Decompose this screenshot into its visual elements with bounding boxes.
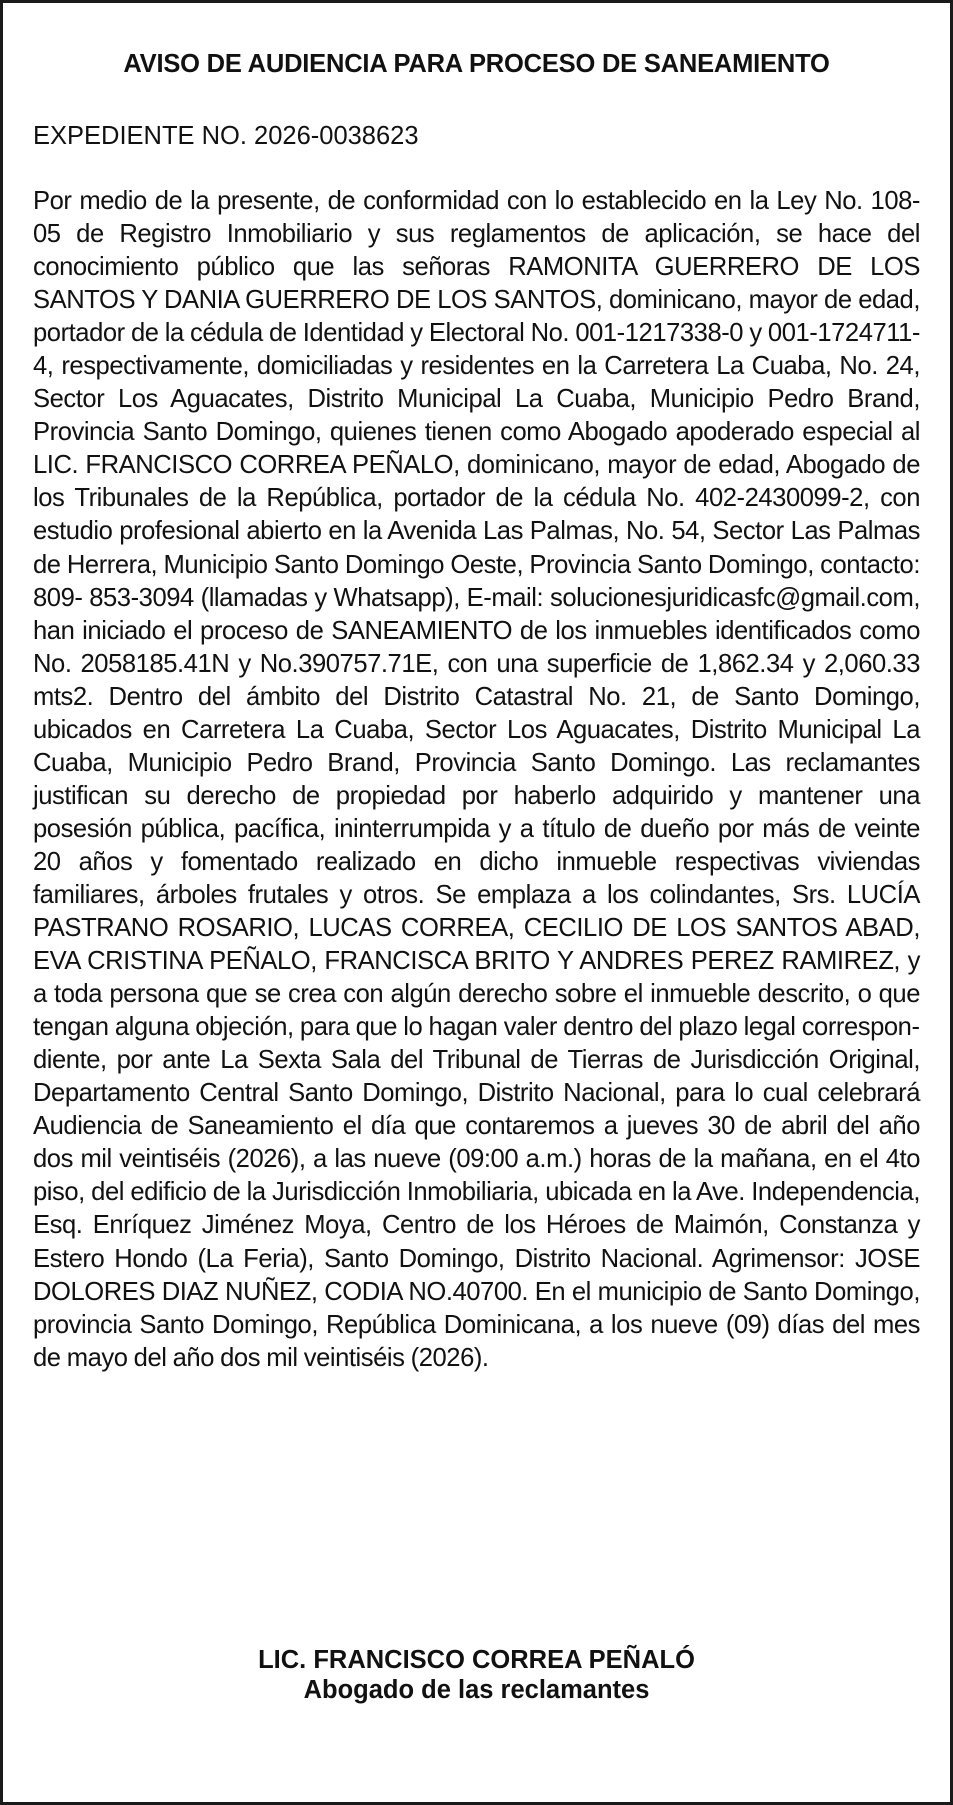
signature-name: LIC. FRANCISCO CORREA PEÑALÓ bbox=[258, 1646, 695, 1674]
signature-block bbox=[33, 1645, 920, 1705]
notice-title: AVISO DE AUDIENCIA PARA PROCESO DE SANEAMIENTO bbox=[123, 50, 830, 78]
signature-role: Abogado de las reclamantes bbox=[303, 1676, 650, 1704]
notice-body: Por medio de la presente, de conformidad con lo establecido en la Ley No. 108-05 de Registro Inmobiliario y sus reglamentos de aplicación, se hace del conocimiento público que las señoras RAMONITA GUERRERO DE LOS SANTOS Y DANIA GUERRERO DE LOS SANTOS, dominicano, mayor de edad, portador de la cédula de Identidad y Electoral No. 001-1217338-0 y 001-1724711-4, respectivamente, domiciliadas y residentes en la Carretera La Cuaba, No. 24, Sector Los Aguacates, Distrito Municipal La Cuaba, Municipio Pedro Brand, Provincia Santo Domingo, quienes tienen como Abogado apoderado especial al LIC. FRANCISCO CORREA PEÑALO, dominicano, mayor de edad, Abogado de los Tribunales de la República, portador de la cédula No. 402-2430099-2, con estudio profesional abierto en la Avenida Las Palmas, No. 54, Sector Las Palmas de Herrera, Municipio Santo Domingo Oeste, Provincia Santo Domingo, contacto: 809- 853-3094 (llamadas y Whatsapp), E-mail: solucionesjuridicasfc@gmail.com, han iniciado el proceso de SANEAMIENTO de los inmuebles identificados como No. 2058185.41N y No.390757.71E, con una superficie de 1,862.34 y 2,060.33 mts2. Dentro del ámbito del Distrito Catastral No. 21, de Santo Domingo, ubicados en Carretera La Cuaba, Sector Los Aguacates, Distrito Municipal La Cuaba, Municipio Pedro Brand, Provincia Santo Domingo. Las reclamantes justifican su derecho de propiedad por haberlo adquirido y mantener una posesión pública, pacífica, ininterrumpida y a título de dueño por más de veinte 20 años y fomentado realizado en dicho inmueble respectivas viviendas familiares, árboles frutales y otros. Se emplaza a los colindantes, Srs. LUCÍA PASTRANO ROSARIO, LUCAS CORREA, CECILIO DE LOS SANTOS ABAD, EVA CRISTINA PEÑALO, FRANCISCA BRITO Y ANDRES PEREZ RAMIREZ, y a toda persona que se crea con algún derecho sobre el inmueble descrito, o que tengan alguna objeción, para que lo hagan valer dentro del plazo legal correspondiente, por ante La Sexta Sala del Tribunal de Tierras de Jurisdicción Original, Departamento Central Santo Domingo, Distrito Nacional, para lo cual celebrará Audiencia de Saneamiento el día que contaremos a jueves 30 de abril del año dos mil veintiséis (2026), a las nueve (09:00 a.m.) horas de la mañana, en el 4to piso, del edificio de la Jurisdicción Inmobiliaria, ubicada en la Ave. Independencia, Esq. Enríquez Jiménez Moya, Centro de los Héroes de Maimón, Constanza y Estero Hondo (La Feria), Santo Domingo, Distrito Nacional. Agrimensor: JOSE DOLORES DIAZ NUÑEZ, CODIA NO.40700. En el municipio de Santo Domingo, provincia Santo Domingo, República Dominicana, a los nueve (09) días del mes de mayo del año dos mil veintiséis (2026). bbox=[33, 187, 920, 1372]
case-number: EXPEDIENTE NO. 2026-0038623 bbox=[33, 122, 419, 150]
